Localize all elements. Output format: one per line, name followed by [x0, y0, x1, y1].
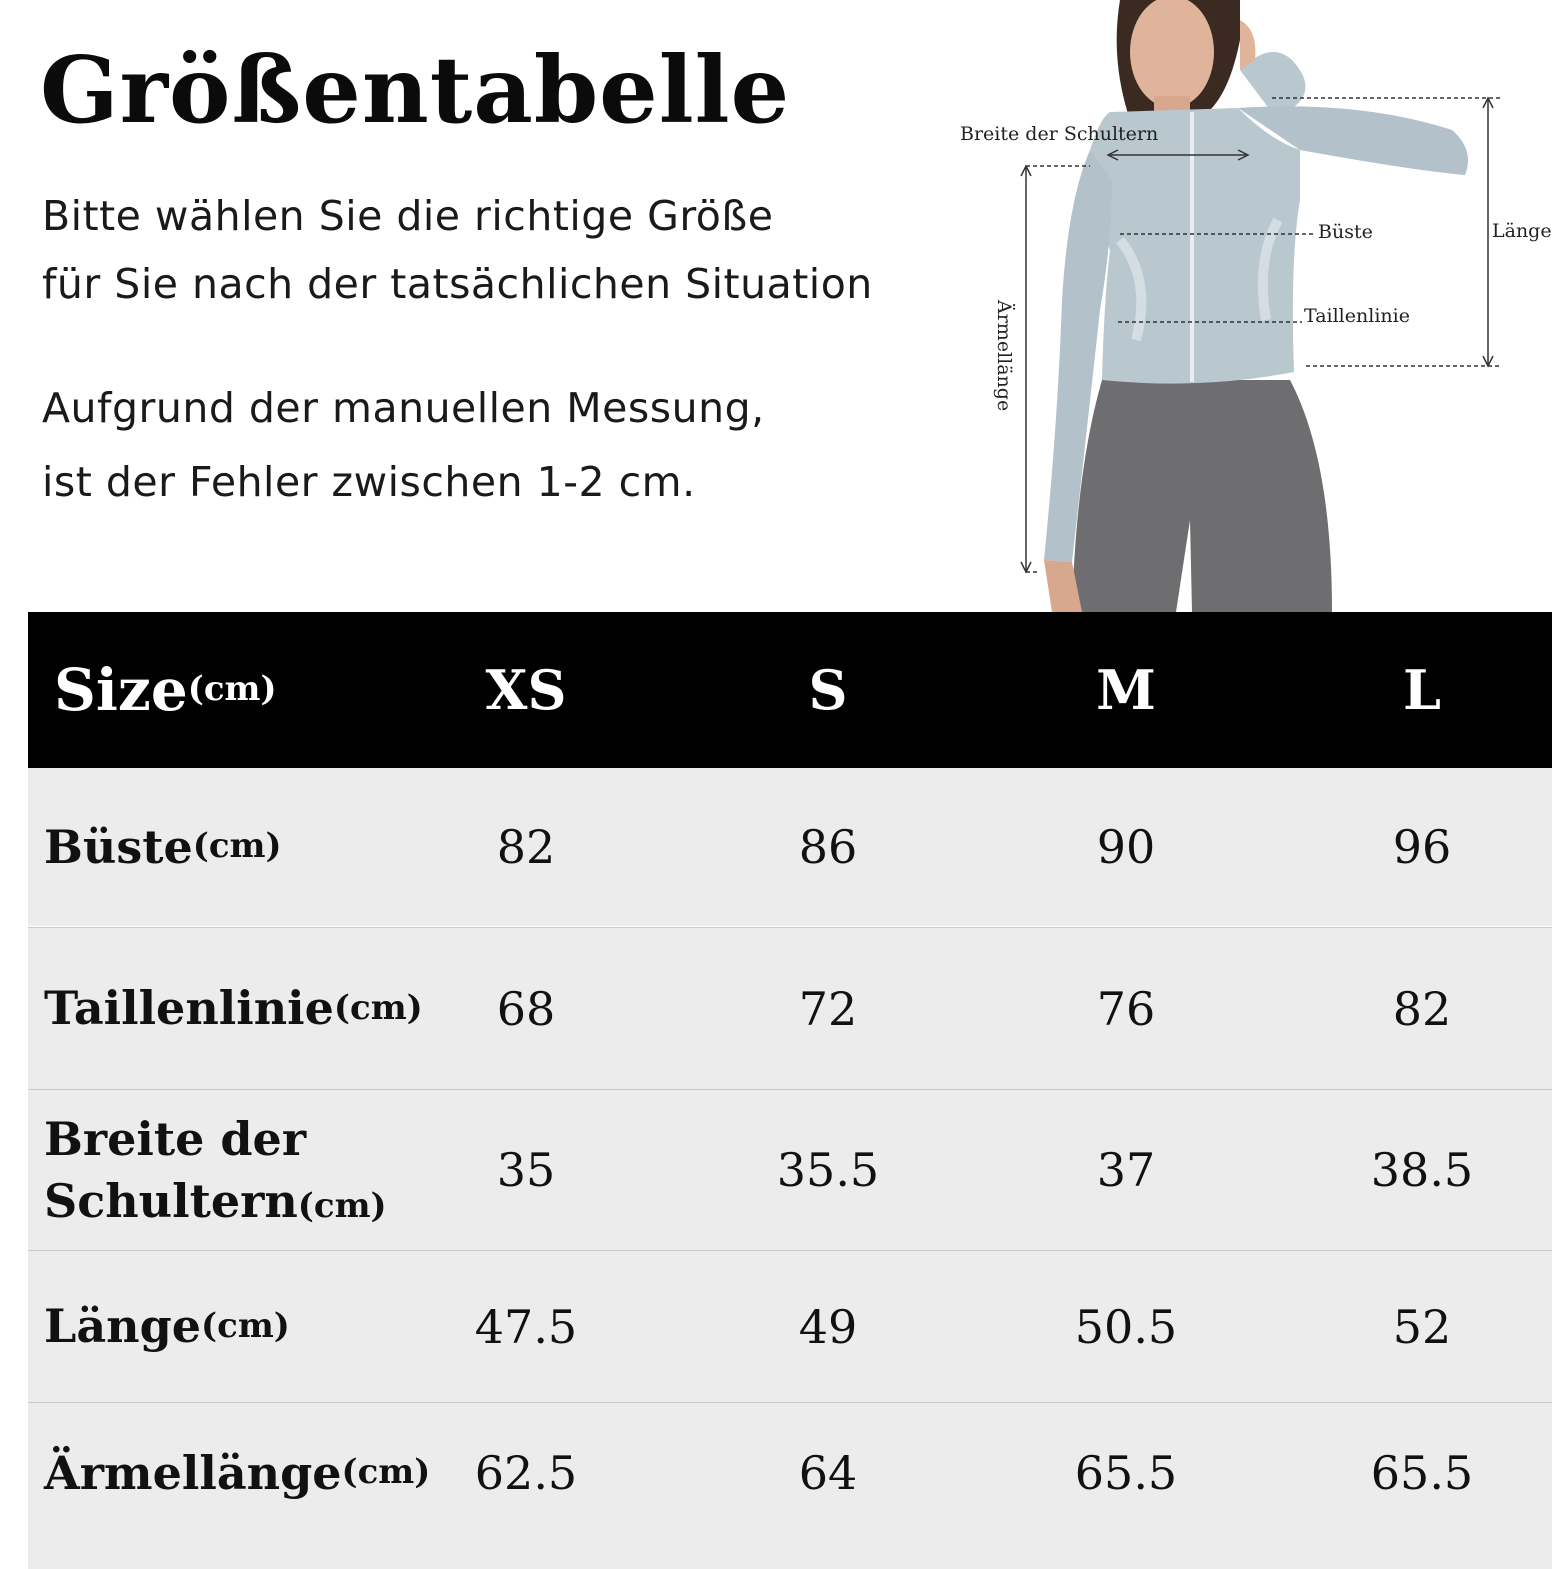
page-title: Größentabelle — [40, 36, 791, 144]
model-leggings — [1072, 380, 1332, 612]
header-size-l: L — [1403, 658, 1441, 722]
table-row-length — [28, 1250, 1552, 1402]
cell-value: 82 — [1392, 981, 1452, 1036]
header-size-s: S — [808, 658, 848, 722]
row-label — [44, 1403, 430, 1543]
header-size-m: M — [1096, 658, 1156, 722]
row-label — [44, 1251, 290, 1402]
cell-value: 49 — [798, 1299, 858, 1354]
model-measurement-illustration — [940, 0, 1568, 612]
row-label-line-2 — [44, 1170, 387, 1232]
cell-value: 65.5 — [1074, 1446, 1178, 1500]
cell-value: 47.5 — [474, 1299, 578, 1354]
label-sleeve: Ärmellänge — [993, 300, 1015, 412]
cell-value: 65.5 — [1370, 1446, 1474, 1500]
row-unit: (cm) — [201, 1305, 290, 1346]
row-label — [44, 768, 282, 926]
header-label — [54, 612, 277, 768]
cell-value: 68 — [496, 981, 556, 1036]
cell-value: 90 — [1096, 820, 1156, 874]
table-row-sleeve — [28, 1402, 1552, 1569]
table-row-bust — [28, 768, 1552, 926]
row-label — [44, 1090, 387, 1250]
cell-value: 72 — [798, 981, 858, 1036]
cell-value: 52 — [1392, 1299, 1452, 1354]
row-unit: (cm) — [192, 826, 282, 867]
cell-value: 82 — [496, 820, 556, 874]
row-unit: (cm) — [333, 987, 423, 1028]
subtitle-line-1: Bitte wählen Sie die richtige Größe — [42, 192, 774, 240]
cell-value: 50.5 — [1074, 1299, 1178, 1354]
table-row-shoulder — [28, 1089, 1552, 1250]
cell-value: 86 — [798, 820, 858, 874]
cell-value: 37 — [1096, 1143, 1156, 1197]
note-line-2: ist der Fehler zwischen 1-2 cm. — [42, 458, 696, 506]
note-line-1: Aufgrund der manuellen Messung, — [42, 384, 765, 432]
header-size-xs: XS — [485, 658, 567, 722]
header-unit: (cm) — [187, 669, 277, 710]
label-length: Länge — [1492, 220, 1552, 242]
row-label-text: Taillenlinie — [44, 981, 334, 1036]
label-shoulder: Breite der Schultern — [960, 123, 1159, 145]
table-header — [28, 612, 1552, 768]
cell-value: 76 — [1096, 981, 1156, 1036]
row-unit: (cm) — [297, 1186, 387, 1226]
model-face — [1130, 0, 1214, 108]
label-waist: Taillenlinie — [1304, 305, 1410, 327]
cell-value: 96 — [1392, 820, 1452, 874]
row-label-text: Büste — [44, 819, 193, 874]
row-unit: (cm) — [341, 1452, 431, 1493]
cell-value: 62.5 — [474, 1446, 578, 1500]
size-table — [28, 612, 1568, 1568]
subtitle-line-2: für Sie nach der tatsächlichen Situation — [42, 260, 873, 308]
row-label-text: Schultern — [44, 1174, 298, 1228]
cell-value: 35.5 — [776, 1143, 880, 1197]
label-bust: Büste — [1318, 221, 1373, 243]
cell-value: 64 — [798, 1446, 858, 1500]
cell-value: 35 — [496, 1143, 556, 1197]
row-label-text: Ärmellänge — [44, 1445, 342, 1500]
row-label-text: Länge — [44, 1299, 202, 1354]
row-label — [44, 928, 423, 1089]
row-label-line-1: Breite der — [44, 1111, 307, 1166]
cell-value: 38.5 — [1370, 1143, 1474, 1197]
header-label-text: Size — [54, 655, 188, 724]
table-row-waist — [28, 927, 1552, 1089]
